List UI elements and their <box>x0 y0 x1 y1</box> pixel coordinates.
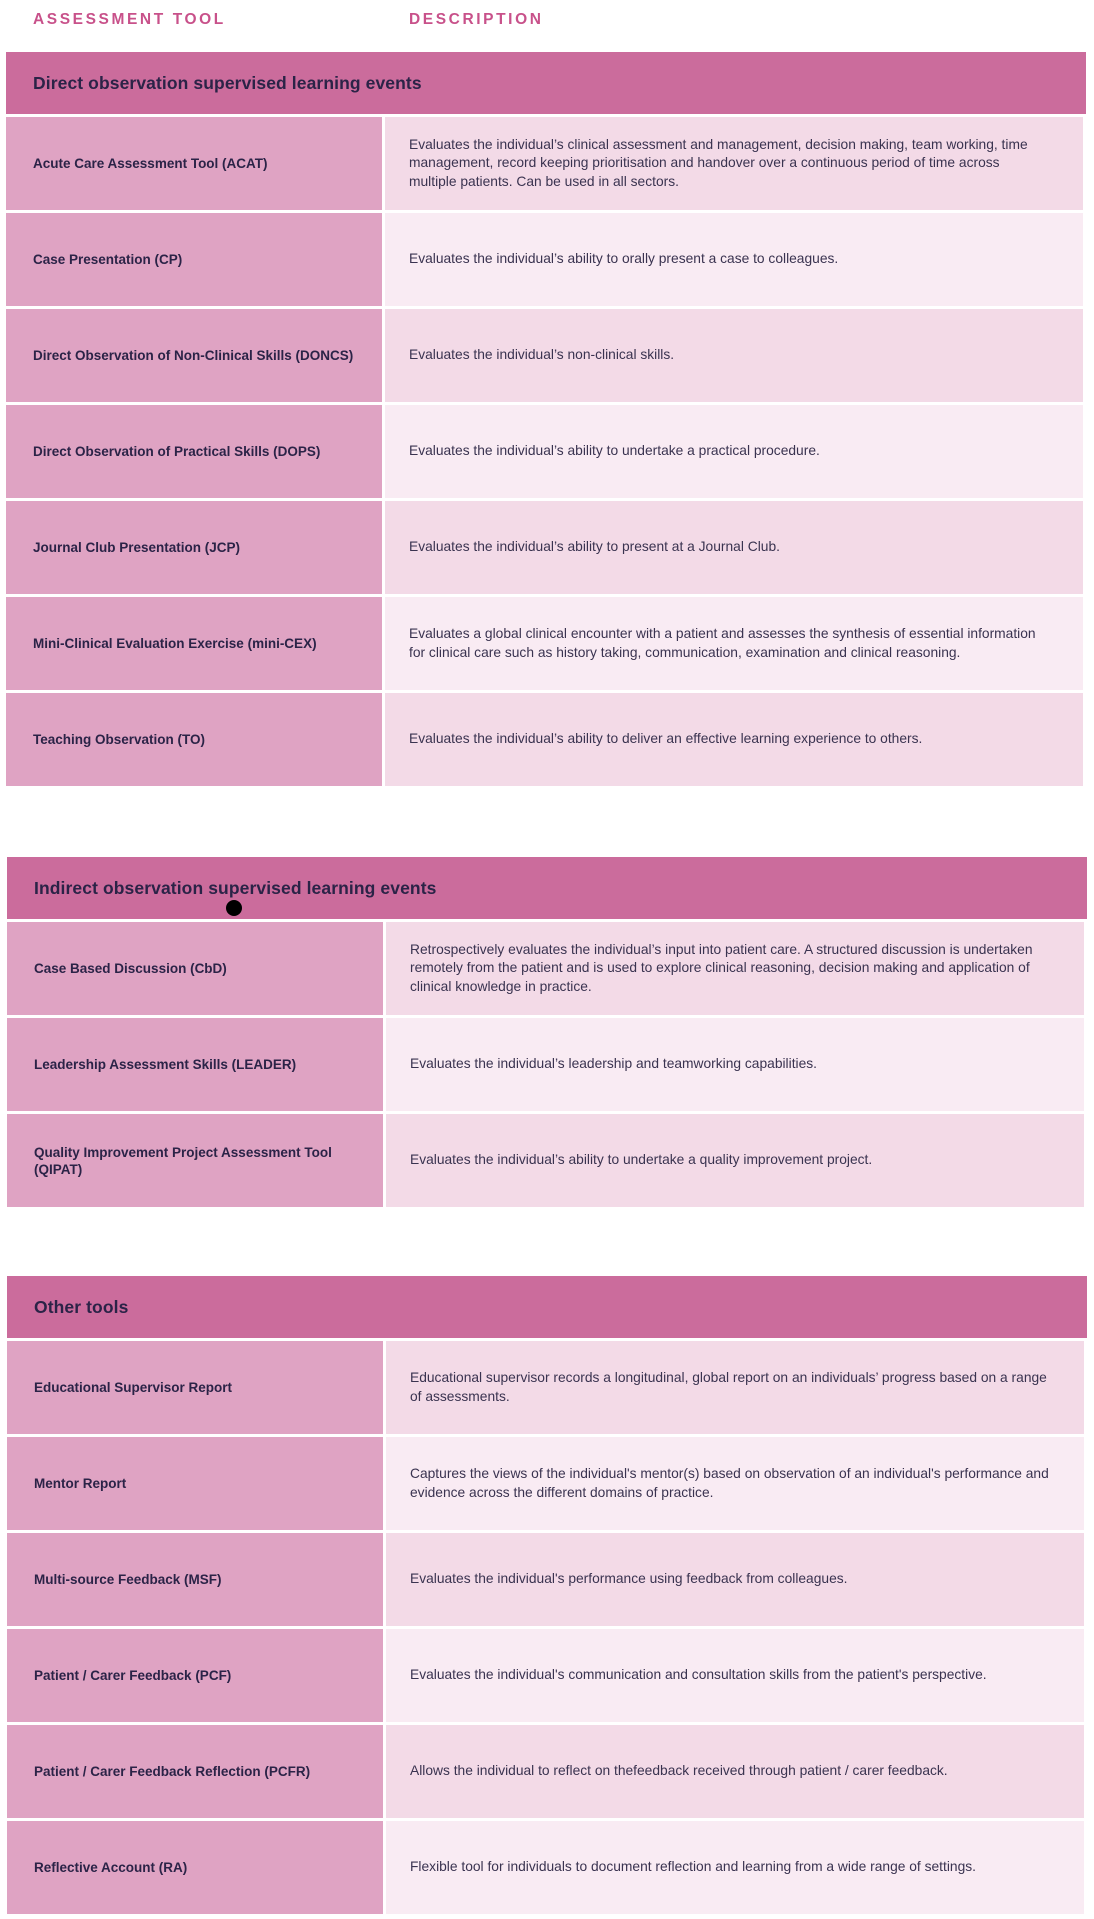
table-row <box>6 501 1083 594</box>
tool-description-cell <box>386 1114 1084 1207</box>
tool-name: Educational Supervisor Report <box>7 1341 383 1434</box>
table-row <box>6 693 1083 786</box>
tool-description: Captures the views of the individual's mentor(s) based on observation of an individual's performance and evidence across the different domains of practice. <box>410 1466 1049 1500</box>
table-row <box>7 1725 1084 1818</box>
tool-name: Direct Observation of Practical Skills (DOPS) <box>6 405 382 498</box>
tool-description-cell <box>385 117 1083 210</box>
section-title: Other tools <box>7 1276 1087 1338</box>
table-row <box>6 405 1083 498</box>
tool-name: Case Presentation (CP) <box>6 213 382 306</box>
tool-description: Evaluates the individual’s ability to undertake a practical procedure. <box>409 443 820 459</box>
tool-name: Mini-Clinical Evaluation Exercise (mini-CEX) <box>6 597 382 690</box>
section-indirect-observation <box>7 857 1087 1207</box>
tool-description-cell <box>385 213 1083 306</box>
tool-description-cell <box>385 309 1083 402</box>
tool-description: Evaluates the individual’s ability to undertake a quality improvement project. <box>410 1152 873 1168</box>
table-rows <box>7 1341 1087 1914</box>
table-row <box>6 309 1083 402</box>
mouse-cursor-indicator <box>226 900 242 916</box>
table-row <box>6 117 1083 210</box>
tool-description-cell <box>385 501 1083 594</box>
tool-description: Flexible tool for individuals to document reflection and learning from a wide range of settings. <box>410 1859 976 1875</box>
tool-name: Leadership Assessment Skills (LEADER) <box>7 1018 383 1111</box>
column-headers <box>0 0 1094 44</box>
tool-description: Evaluates the individual’s ability to deliver an effective learning experience to others. <box>409 731 923 747</box>
tool-description-cell <box>386 1629 1084 1722</box>
tool-description-cell <box>386 1725 1084 1818</box>
tool-description-cell <box>385 693 1083 786</box>
tool-description-cell <box>386 1437 1084 1530</box>
tool-name: Teaching Observation (TO) <box>6 693 382 786</box>
tool-name: Direct Observation of Non-Clinical Skills (DONCS) <box>6 309 382 402</box>
tool-description-cell <box>386 1341 1084 1434</box>
table-row <box>7 1341 1084 1434</box>
tool-description-cell <box>386 1018 1084 1111</box>
tool-name: Mentor Report <box>7 1437 383 1530</box>
table-rows <box>7 922 1087 1207</box>
tool-description-cell <box>385 597 1083 690</box>
table-row <box>7 1821 1084 1914</box>
tool-description: Evaluates the individual’s clinical assessment and management, decision making, team working, time management, record keeping prioritisation and handover over a continuous period of time across multiple patients. Can be used in all sectors. <box>409 136 1028 189</box>
tool-description: Evaluates the individual’s ability to orally present a case to colleagues. <box>409 251 839 267</box>
tool-name: Patient / Carer Feedback Reflection (PCFR) <box>7 1725 383 1818</box>
tool-description: Evaluates the individual's performance using feedback from colleagues. <box>410 1571 848 1587</box>
tool-description: Educational supervisor records a longitudinal, global report on an individuals’ progress based on a range of assessments. <box>410 1370 1047 1404</box>
tool-description-cell <box>386 1533 1084 1626</box>
table-row <box>7 1437 1084 1530</box>
tool-description: Evaluates the individual’s leadership and teamworking capabilities. <box>410 1056 817 1072</box>
section-direct-observation <box>6 52 1086 786</box>
tool-description: Allows the individual to reflect on thefeedback received through patient / carer feedback. <box>410 1763 948 1779</box>
tool-description: Evaluates a global clinical encounter with a patient and assesses the synthesis of essential information for clinical care such as history taking, communication, examination and clinical reasoning. <box>409 626 1036 660</box>
tool-name: Multi-source Feedback (MSF) <box>7 1533 383 1626</box>
section-other-tools <box>7 1276 1087 1914</box>
tool-description: Evaluates the individual’s non-clinical skills. <box>409 347 675 363</box>
table-row <box>7 1629 1084 1722</box>
tool-name: Journal Club Presentation (JCP) <box>6 501 382 594</box>
table-row <box>6 213 1083 306</box>
tool-name: Acute Care Assessment Tool (ACAT) <box>6 117 382 210</box>
table-row <box>6 597 1083 690</box>
tool-name: Case Based Discussion (CbD) <box>7 922 383 1015</box>
table-rows <box>6 117 1086 786</box>
tool-description: Retrospectively evaluates the individual’s input into patient care. A structured discussion is undertaken remotely from the patient and is used to explore clinical reasoning, decision making and application of clinical knowledge in practice. <box>410 941 1033 994</box>
section-title: Direct observation supervised learning events <box>6 52 1086 114</box>
tool-name: Patient / Carer Feedback (PCF) <box>7 1629 383 1722</box>
tool-name: Reflective Account (RA) <box>7 1821 383 1914</box>
tool-description-cell <box>386 1821 1084 1914</box>
table-row <box>7 1018 1084 1111</box>
section-title: Indirect observation supervised learning events <box>7 857 1087 919</box>
tool-description-cell <box>386 922 1084 1015</box>
tool-description: Evaluates the individual’s ability to present at a Journal Club. <box>409 539 780 555</box>
table-row <box>7 922 1084 1015</box>
tool-name: Quality Improvement Project Assessment Tool (QIPAT) <box>7 1114 383 1207</box>
table-row <box>7 1114 1084 1207</box>
table-row <box>7 1533 1084 1626</box>
column-header-description: DESCRIPTION <box>409 11 544 28</box>
column-header-assessment-tool: ASSESSMENT TOOL <box>33 11 226 28</box>
tool-description: Evaluates the individual's communication and consultation skills from the patient's perspective. <box>410 1667 987 1683</box>
tool-description-cell <box>385 405 1083 498</box>
